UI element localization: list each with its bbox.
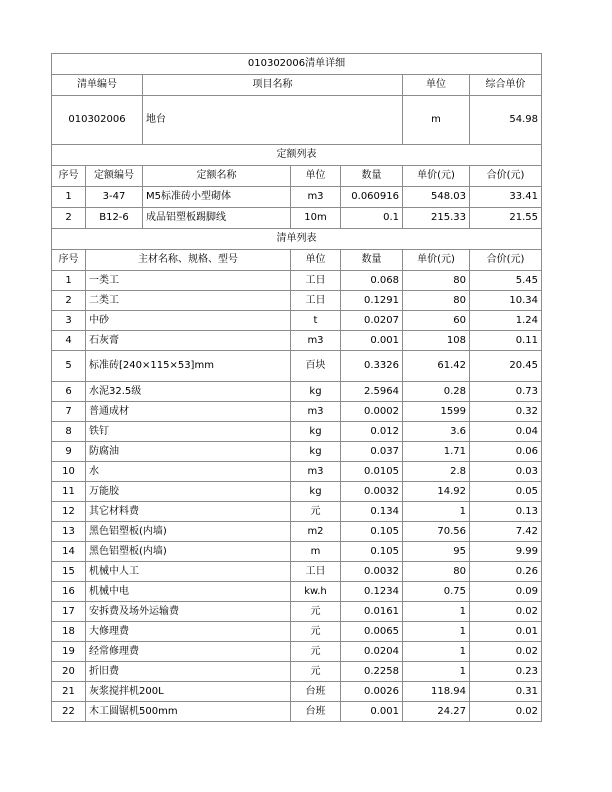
list-unit: 元 bbox=[291, 602, 341, 622]
list-no: 18 bbox=[52, 622, 86, 642]
quota-total: 33.41 bbox=[470, 187, 542, 208]
list-qty: 0.0204 bbox=[341, 642, 403, 662]
list-qty: 0.105 bbox=[341, 522, 403, 542]
list-price: 80 bbox=[403, 291, 470, 311]
list-header-no: 序号 bbox=[52, 250, 86, 271]
list-unit: 百块 bbox=[291, 351, 341, 382]
list-no: 14 bbox=[52, 542, 86, 562]
list-price: 1 bbox=[403, 662, 470, 682]
list-unit: m3 bbox=[291, 331, 341, 351]
bill-unit: m bbox=[403, 96, 470, 145]
quota-code: 3-47 bbox=[86, 187, 143, 208]
list-price: 1599 bbox=[403, 402, 470, 422]
list-unit: 元 bbox=[291, 622, 341, 642]
list-unit: 元 bbox=[291, 642, 341, 662]
list-name: 水 bbox=[86, 462, 291, 482]
list-price: 1 bbox=[403, 602, 470, 622]
quota-unit: 10m bbox=[291, 208, 341, 229]
list-price: 0.75 bbox=[403, 582, 470, 602]
list-unit: kw.h bbox=[291, 582, 341, 602]
bill-code: 010302006 bbox=[52, 96, 143, 145]
bill-name: 地台 bbox=[143, 96, 403, 145]
list-unit: 台班 bbox=[291, 682, 341, 702]
list-row bbox=[52, 542, 542, 562]
list-row bbox=[52, 642, 542, 662]
list-unit: 工日 bbox=[291, 562, 341, 582]
list-qty: 0.105 bbox=[341, 542, 403, 562]
list-no: 1 bbox=[52, 271, 86, 291]
list-name: 一类工 bbox=[86, 271, 291, 291]
list-no: 21 bbox=[52, 682, 86, 702]
list-qty: 0.001 bbox=[341, 702, 403, 722]
list-total: 0.23 bbox=[470, 662, 542, 682]
list-no: 5 bbox=[52, 351, 86, 382]
list-row bbox=[52, 331, 542, 351]
list-name: 防腐油 bbox=[86, 442, 291, 462]
list-no: 12 bbox=[52, 502, 86, 522]
list-price: 1 bbox=[403, 642, 470, 662]
list-unit: kg bbox=[291, 442, 341, 462]
quota-header-name: 定额名称 bbox=[143, 166, 291, 187]
list-header-name: 主材名称、规格、型号 bbox=[86, 250, 291, 271]
list-row bbox=[52, 311, 542, 331]
list-price: 95 bbox=[403, 542, 470, 562]
quota-header-code: 定额编号 bbox=[86, 166, 143, 187]
list-total: 0.26 bbox=[470, 562, 542, 582]
list-no: 13 bbox=[52, 522, 86, 542]
quota-row bbox=[52, 208, 542, 229]
quota-row bbox=[52, 187, 542, 208]
list-name: 标准砖[240×115×53]mm bbox=[86, 351, 291, 382]
list-total: 0.05 bbox=[470, 482, 542, 502]
list-unit: kg bbox=[291, 422, 341, 442]
list-unit: m bbox=[291, 542, 341, 562]
quota-header-unit: 单位 bbox=[291, 166, 341, 187]
list-total: 0.09 bbox=[470, 582, 542, 602]
list-name: 木工圆锯机500mm bbox=[86, 702, 291, 722]
list-row bbox=[52, 462, 542, 482]
list-total: 0.06 bbox=[470, 442, 542, 462]
list-name: 黑色铝塑板(内墙) bbox=[86, 542, 291, 562]
list-header-total: 合价(元) bbox=[470, 250, 542, 271]
list-row bbox=[52, 271, 542, 291]
list-row bbox=[52, 291, 542, 311]
list-name: 中砂 bbox=[86, 311, 291, 331]
quota-price: 215.33 bbox=[403, 208, 470, 229]
list-name: 石灰膏 bbox=[86, 331, 291, 351]
list-unit: m3 bbox=[291, 402, 341, 422]
list-price: 60 bbox=[403, 311, 470, 331]
quota-header-price: 单价(元) bbox=[403, 166, 470, 187]
quota-name: 成品铝塑板踢脚线 bbox=[143, 208, 291, 229]
quota-price: 548.03 bbox=[403, 187, 470, 208]
list-name: 折旧费 bbox=[86, 662, 291, 682]
list-price: 80 bbox=[403, 562, 470, 582]
list-no: 11 bbox=[52, 482, 86, 502]
list-unit: kg bbox=[291, 382, 341, 402]
list-name: 机械中电 bbox=[86, 582, 291, 602]
list-header-price: 单价(元) bbox=[403, 250, 470, 271]
list-price: 0.28 bbox=[403, 382, 470, 402]
list-qty: 0.0207 bbox=[341, 311, 403, 331]
list-price: 61.42 bbox=[403, 351, 470, 382]
list-no: 17 bbox=[52, 602, 86, 622]
list-no: 19 bbox=[52, 642, 86, 662]
list-no: 3 bbox=[52, 311, 86, 331]
list-qty: 2.5964 bbox=[341, 382, 403, 402]
list-qty: 0.0032 bbox=[341, 482, 403, 502]
list-total: 0.13 bbox=[470, 502, 542, 522]
list-row bbox=[52, 702, 542, 722]
list-no: 16 bbox=[52, 582, 86, 602]
list-row bbox=[52, 482, 542, 502]
list-price: 1.71 bbox=[403, 442, 470, 462]
quota-no: 2 bbox=[52, 208, 86, 229]
list-row bbox=[52, 442, 542, 462]
list-unit: m3 bbox=[291, 462, 341, 482]
list-no: 6 bbox=[52, 382, 86, 402]
list-row bbox=[52, 662, 542, 682]
list-qty: 0.012 bbox=[341, 422, 403, 442]
quota-code: B12-6 bbox=[86, 208, 143, 229]
list-unit: 工日 bbox=[291, 271, 341, 291]
list-name: 普通成材 bbox=[86, 402, 291, 422]
bill-unit-header: 单位 bbox=[403, 75, 470, 96]
list-price: 118.94 bbox=[403, 682, 470, 702]
list-price: 108 bbox=[403, 331, 470, 351]
list-name: 灰浆搅拌机200L bbox=[86, 682, 291, 702]
list-no: 22 bbox=[52, 702, 86, 722]
bill-price-header: 综合单价 bbox=[470, 75, 542, 96]
list-qty: 0.0032 bbox=[341, 562, 403, 582]
quota-no: 1 bbox=[52, 187, 86, 208]
list-name: 水泥32.5级 bbox=[86, 382, 291, 402]
quota-qty: 0.1 bbox=[341, 208, 403, 229]
list-section-title: 清单列表 bbox=[52, 229, 542, 250]
list-price: 1 bbox=[403, 622, 470, 642]
list-total: 0.02 bbox=[470, 642, 542, 662]
list-name: 二类工 bbox=[86, 291, 291, 311]
list-unit: m2 bbox=[291, 522, 341, 542]
list-row bbox=[52, 351, 542, 382]
list-price: 24.27 bbox=[403, 702, 470, 722]
list-no: 7 bbox=[52, 402, 86, 422]
list-qty: 0.0161 bbox=[341, 602, 403, 622]
list-unit: 台班 bbox=[291, 702, 341, 722]
list-name: 机械中人工 bbox=[86, 562, 291, 582]
list-qty: 0.0105 bbox=[341, 462, 403, 482]
quota-unit: m3 bbox=[291, 187, 341, 208]
list-row bbox=[52, 582, 542, 602]
list-total: 20.45 bbox=[470, 351, 542, 382]
list-total: 0.01 bbox=[470, 622, 542, 642]
list-no: 9 bbox=[52, 442, 86, 462]
list-unit: 工日 bbox=[291, 291, 341, 311]
list-total: 0.31 bbox=[470, 682, 542, 702]
quota-total: 21.55 bbox=[470, 208, 542, 229]
list-no: 10 bbox=[52, 462, 86, 482]
list-no: 2 bbox=[52, 291, 86, 311]
bill-name-header: 项目名称 bbox=[143, 75, 403, 96]
list-price: 2.8 bbox=[403, 462, 470, 482]
list-total: 5.45 bbox=[470, 271, 542, 291]
list-qty: 0.3326 bbox=[341, 351, 403, 382]
list-row bbox=[52, 422, 542, 442]
list-qty: 0.0002 bbox=[341, 402, 403, 422]
list-qty: 0.0026 bbox=[341, 682, 403, 702]
list-unit: kg bbox=[291, 482, 341, 502]
list-total: 10.34 bbox=[470, 291, 542, 311]
list-name: 经常修理费 bbox=[86, 642, 291, 662]
list-qty: 0.001 bbox=[341, 331, 403, 351]
list-price: 70.56 bbox=[403, 522, 470, 542]
list-name: 安拆费及场外运输费 bbox=[86, 602, 291, 622]
list-total: 0.02 bbox=[470, 602, 542, 622]
list-name: 其它材料费 bbox=[86, 502, 291, 522]
list-price: 14.92 bbox=[403, 482, 470, 502]
list-total: 0.03 bbox=[470, 462, 542, 482]
list-unit: 元 bbox=[291, 662, 341, 682]
list-qty: 0.1234 bbox=[341, 582, 403, 602]
list-row bbox=[52, 402, 542, 422]
list-row bbox=[52, 502, 542, 522]
list-total: 0.73 bbox=[470, 382, 542, 402]
list-total: 1.24 bbox=[470, 311, 542, 331]
quota-header-qty: 数量 bbox=[341, 166, 403, 187]
list-name: 铁钉 bbox=[86, 422, 291, 442]
bill-price: 54.98 bbox=[470, 96, 542, 145]
bill-detail-table bbox=[51, 53, 542, 722]
quota-section-title: 定额列表 bbox=[52, 145, 542, 166]
list-header-unit: 单位 bbox=[291, 250, 341, 271]
list-no: 15 bbox=[52, 562, 86, 582]
list-price: 80 bbox=[403, 271, 470, 291]
list-unit: 元 bbox=[291, 502, 341, 522]
list-row bbox=[52, 602, 542, 622]
list-row bbox=[52, 682, 542, 702]
list-total: 0.02 bbox=[470, 702, 542, 722]
list-name: 黑色铝塑板(内墙) bbox=[86, 522, 291, 542]
list-qty: 0.0065 bbox=[341, 622, 403, 642]
list-qty: 0.037 bbox=[341, 442, 403, 462]
list-qty: 0.1291 bbox=[341, 291, 403, 311]
list-total: 0.11 bbox=[470, 331, 542, 351]
list-name: 大修理费 bbox=[86, 622, 291, 642]
quota-qty: 0.060916 bbox=[341, 187, 403, 208]
quota-name: M5标准砖小型砌体 bbox=[143, 187, 291, 208]
page-title: 010302006清单详细 bbox=[52, 54, 542, 75]
list-price: 3.6 bbox=[403, 422, 470, 442]
list-no: 8 bbox=[52, 422, 86, 442]
list-no: 20 bbox=[52, 662, 86, 682]
list-no: 4 bbox=[52, 331, 86, 351]
list-total: 9.99 bbox=[470, 542, 542, 562]
list-qty: 0.2258 bbox=[341, 662, 403, 682]
list-qty: 0.068 bbox=[341, 271, 403, 291]
list-total: 0.32 bbox=[470, 402, 542, 422]
quota-header-no: 序号 bbox=[52, 166, 86, 187]
list-row bbox=[52, 382, 542, 402]
list-price: 1 bbox=[403, 502, 470, 522]
list-total: 0.04 bbox=[470, 422, 542, 442]
list-header-qty: 数量 bbox=[341, 250, 403, 271]
list-qty: 0.134 bbox=[341, 502, 403, 522]
list-name: 万能胶 bbox=[86, 482, 291, 502]
quota-header-total: 合价(元) bbox=[470, 166, 542, 187]
list-row bbox=[52, 622, 542, 642]
list-row bbox=[52, 562, 542, 582]
list-row bbox=[52, 522, 542, 542]
bill-code-header: 清单编号 bbox=[52, 75, 143, 96]
list-unit: t bbox=[291, 311, 341, 331]
list-total: 7.42 bbox=[470, 522, 542, 542]
